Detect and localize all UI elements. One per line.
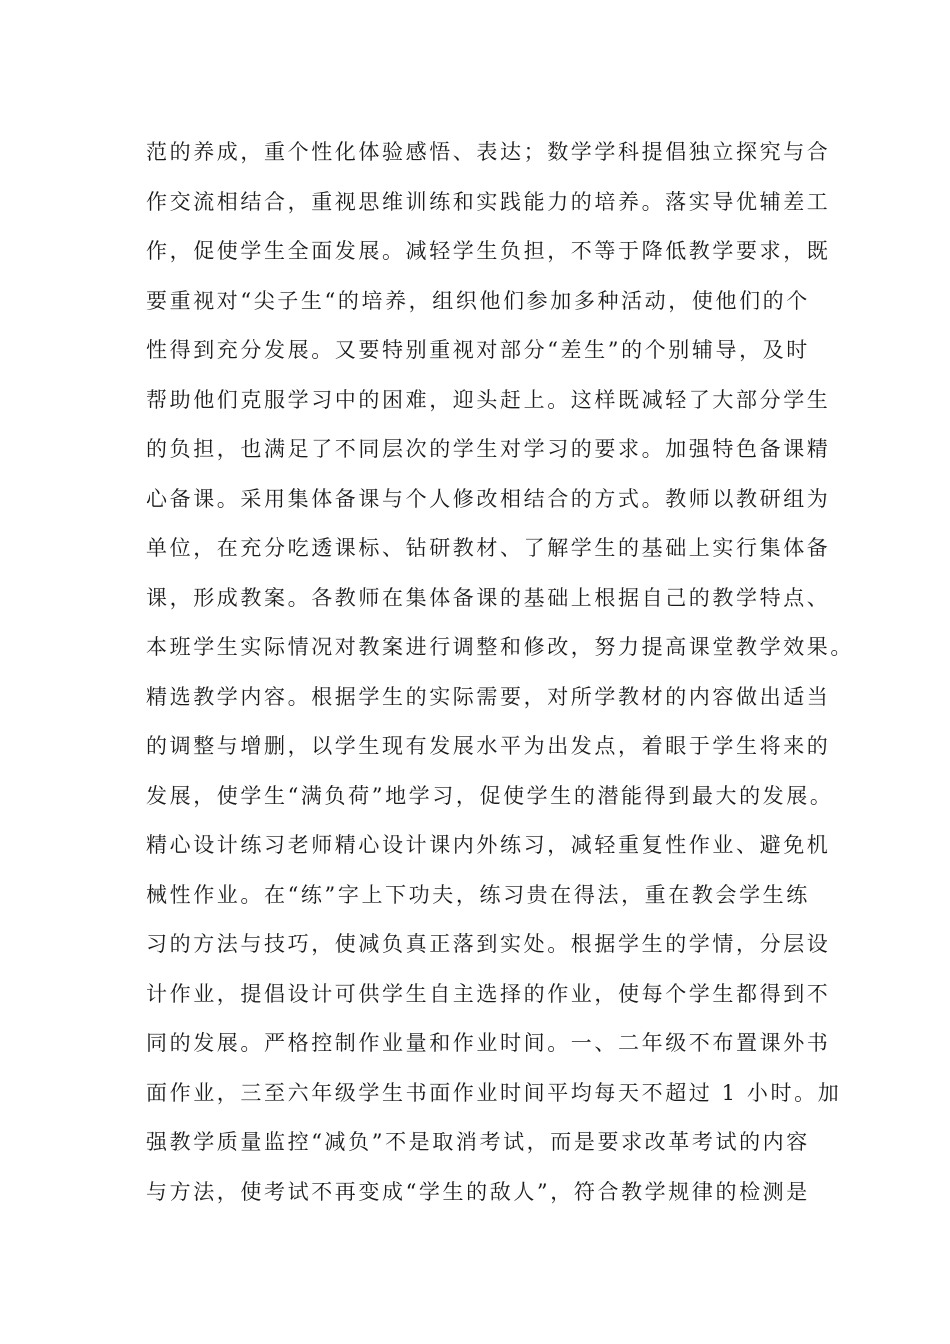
text-line: 的调整与增删，以学生现有发展水平为出发点，着眼于学生将来的 (146, 734, 831, 758)
text-line: 作交流相结合，重视思维训练和实践能力的培养。落实导优辅差工 (146, 189, 831, 214)
text-line: 械性作业。在“练”字上下功夫，练习贵在得法，重在教会学生练 (146, 882, 810, 907)
text-line: 发展，使学生“满负荷”地学习，促使学生的潜能得到最大的发展。 (146, 783, 834, 808)
text-line: 课，形成教案。各教师在集体备课的基础上根据自己的教学特点、 (146, 585, 831, 610)
text-line: 本班学生实际情况对教案进行调整和修改，努力提高课堂教学效果。 (146, 635, 854, 659)
body-text (146, 128, 854, 1217)
text-line: 同的发展。严格控制作业量和作业时间。一、二年级不布置课外书 (146, 1031, 831, 1055)
text-line: 精选教学内容。根据学生的实际需要，对所学教材的内容做出适当 (146, 684, 831, 709)
text-line: 与方法，使考试不再变成“学生的敌人”，符合教学规律的检测是 (146, 1179, 810, 1204)
text-line: 要重视对“尖子生“的培养，组织他们参加多种活动，使他们的个 (146, 288, 810, 313)
text-line: 作，促使学生全面发展。减轻学生负担，不等于降低教学要求，既 (146, 239, 831, 263)
text-line: 精心设计练习老师精心设计课内外练习，减轻重复性作业、避免机 (146, 833, 831, 857)
text-line: 单位，在充分吃透课标、钻研教材、了解学生的基础上实行集体备 (146, 536, 831, 560)
text-line: 习的方法与技巧，使减负真正落到实处。根据学生的学情，分层设 (146, 932, 831, 956)
text-line: 强教学质量监控“减负”不是取消考试，而是要求改革考试的内容 (146, 1130, 810, 1154)
text-line: 面作业，三至六年级学生书面作业时间平均每天不超过 1 小时。加 (146, 1080, 842, 1105)
text-line: 的负担，也满足了不同层次的学生对学习的要求。加强特色备课精 (146, 437, 831, 461)
text-line: 范的养成，重个性化体验感悟、表达；数学学科提倡独立探究与合 (146, 140, 831, 164)
text-line: 性得到充分发展。又要特别重视对部分“差生”的个别辅导，及时 (146, 338, 810, 362)
text-line: 心备课。采用集体备课与个人修改相结合的方式。教师以教研组为 (146, 486, 831, 511)
text-line: 计作业，提倡设计可供学生自主选择的作业，使每个学生都得到不 (146, 981, 831, 1006)
text-line: 帮助他们克服学习中的困难，迎头赶上。这样既减轻了大部分学生 (146, 387, 831, 412)
